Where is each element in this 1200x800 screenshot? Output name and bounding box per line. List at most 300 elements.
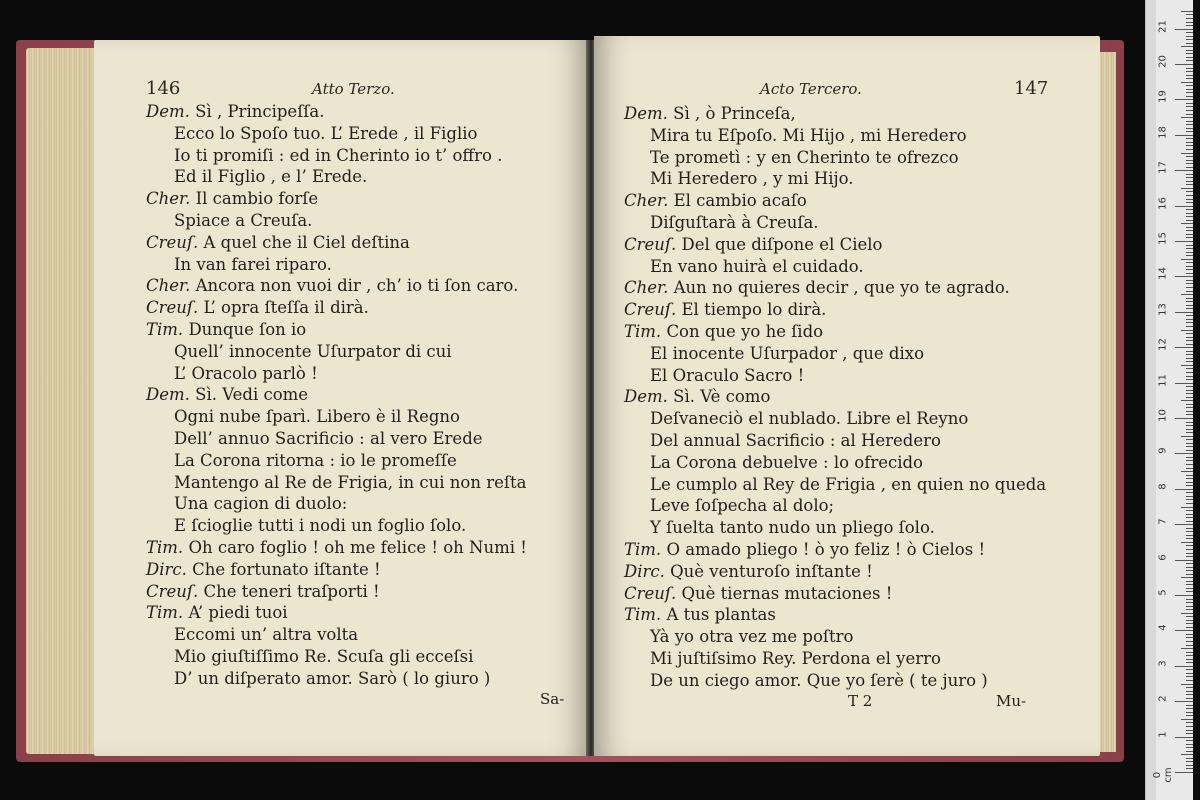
ruler-tick <box>1186 521 1193 522</box>
ruler-tick <box>1186 372 1193 373</box>
speaker-label: Creuſ. <box>146 298 199 318</box>
ruler-tick <box>1186 712 1193 713</box>
text-line <box>624 540 985 560</box>
ruler-tick <box>1186 620 1193 621</box>
text-line <box>650 627 853 647</box>
line-text: Què venturoſo inſtante ! <box>670 561 873 581</box>
ruler-tick <box>1186 676 1193 677</box>
ruler-tick <box>1181 259 1193 260</box>
ruler-tick <box>1186 114 1193 115</box>
line-text: E ſcioglie tutti i nodi un foglio ſolo. <box>174 516 467 536</box>
ruler-tick <box>1186 460 1193 461</box>
ruler-tick <box>1175 737 1193 738</box>
ruler-label: 17 <box>1157 161 1169 175</box>
ruler-tick <box>1186 765 1193 766</box>
ruler-tick <box>1186 698 1193 699</box>
text-line <box>650 475 1046 495</box>
ruler-tick <box>1186 694 1193 695</box>
ruler-tick <box>1181 400 1193 401</box>
ruler-tick <box>1186 669 1193 670</box>
text-line <box>650 453 923 473</box>
ruler-tick <box>1186 14 1193 15</box>
text-line <box>624 278 1010 298</box>
ruler-tick <box>1186 602 1193 603</box>
line-text: Y ſuelta tanto nudo un pliego ſolo. <box>650 518 935 538</box>
text-line <box>174 342 452 362</box>
ruler-tick <box>1186 319 1193 320</box>
ruler-tick <box>1186 283 1193 284</box>
ruler-tick <box>1186 354 1193 355</box>
ruler-tick <box>1186 715 1193 716</box>
text-line <box>146 233 410 253</box>
text-line <box>650 148 959 168</box>
ruler-tick <box>1186 662 1193 663</box>
ruler-tick <box>1186 89 1193 90</box>
ruler-tick <box>1186 510 1193 511</box>
speaker-label: Cher. <box>146 276 191 296</box>
ruler-tick <box>1186 747 1193 748</box>
ruler-tick <box>1186 407 1193 408</box>
text-line <box>650 518 935 538</box>
ruler-tick <box>1186 478 1193 479</box>
text-line <box>174 124 477 144</box>
ruler-tick <box>1186 528 1193 529</box>
text-line <box>146 560 381 580</box>
speaker-label: Creuſ. <box>624 300 677 320</box>
speaker-label: Dem. <box>146 102 190 121</box>
ruler-label: 12 <box>1157 338 1169 352</box>
ruler-tick <box>1186 556 1193 557</box>
ruler-tick <box>1186 216 1193 217</box>
text-line <box>146 276 518 296</box>
text-line <box>174 451 457 471</box>
ruler-tick <box>1186 234 1193 235</box>
text-line <box>146 603 288 623</box>
ruler-tick <box>1186 531 1193 532</box>
speaker-label: Dirc. <box>624 561 665 581</box>
ruler-tick <box>1186 322 1193 323</box>
line-text: Che teneri traſporti ! <box>203 581 380 601</box>
ruler-tick <box>1175 701 1193 702</box>
ruler-label: 5 <box>1157 589 1169 596</box>
ruler-tick <box>1181 117 1193 118</box>
ruler-label: 15 <box>1157 232 1169 245</box>
text-line <box>174 494 347 514</box>
ruler-tick <box>1186 195 1193 196</box>
ruler-tick <box>1186 156 1193 157</box>
ruler-label: 21 <box>1157 19 1169 33</box>
ruler-label: 4 <box>1157 624 1169 632</box>
ruler-tick <box>1186 722 1193 723</box>
signature-mark: T 2 <box>848 692 873 710</box>
ruler-tick <box>1186 138 1193 139</box>
measurement-ruler <box>1145 0 1193 800</box>
text-line <box>146 582 380 602</box>
speaker-label: Tim. <box>624 605 662 625</box>
ruler-tick <box>1186 549 1193 550</box>
text-line <box>650 431 941 451</box>
ruler-tick <box>1186 301 1193 302</box>
ruler-tick <box>1186 414 1193 415</box>
text-line <box>650 344 924 364</box>
speaker-label: Cher. <box>624 278 669 298</box>
ruler-tick <box>1186 599 1193 600</box>
text-line <box>650 126 967 146</box>
ruler-tick <box>1186 730 1193 731</box>
ruler-tick <box>1186 443 1193 444</box>
ruler-label: 14 <box>1157 267 1169 281</box>
ruler-tick <box>1186 439 1193 440</box>
ruler-tick <box>1186 429 1193 430</box>
ruler-tick <box>1186 606 1193 607</box>
ruler-tick <box>1181 684 1193 685</box>
text-line <box>174 516 466 536</box>
ruler-tick <box>1181 719 1193 720</box>
ruler-tick <box>1181 754 1193 755</box>
ruler-tick <box>1186 687 1193 688</box>
ruler-tick <box>1186 553 1193 554</box>
line-text: Spiace a Creuſa. <box>174 211 313 230</box>
line-text: De un ciego amor. Que yo ſerè ( te juro ) <box>650 670 988 690</box>
ruler-tick <box>1186 92 1193 93</box>
ruler-tick <box>1175 630 1193 631</box>
text-line <box>650 366 804 386</box>
line-text: Ed il Figlio , e l’ Erede. <box>174 167 368 187</box>
ruler-tick <box>1175 418 1193 419</box>
ruler-tick <box>1186 627 1193 628</box>
ruler-tick <box>1186 623 1193 624</box>
right-page <box>594 36 1100 756</box>
ruler-tick <box>1175 206 1193 207</box>
ruler-tick <box>1186 280 1193 281</box>
ruler-tick <box>1186 616 1193 617</box>
ruler-tick <box>1186 262 1193 263</box>
ruler-tick <box>1175 383 1193 384</box>
text-line <box>174 364 318 384</box>
ruler-tick <box>1186 411 1193 412</box>
ruler-tick <box>1186 351 1193 352</box>
line-text: Leve ſoſpecha al dolo; <box>650 496 835 516</box>
line-text: Què tiernas mutaciones ! <box>681 583 893 603</box>
ruler-tick <box>1186 379 1193 380</box>
line-text: Aun no quieres decir , que yo te agrado. <box>673 278 1010 298</box>
ruler-tick <box>1186 652 1193 653</box>
ruler-tick <box>1186 60 1193 61</box>
ruler-tick <box>1186 128 1193 129</box>
speaker-label: Tim. <box>146 603 184 623</box>
ruler-tick <box>1186 96 1193 97</box>
ruler-tick <box>1186 145 1193 146</box>
ruler-tick <box>1186 744 1193 745</box>
ruler-label: 0 cm <box>1152 767 1174 783</box>
ruler-tick <box>1175 241 1193 242</box>
ruler-tick <box>1181 542 1193 543</box>
text-line <box>624 235 882 255</box>
ruler-tick <box>1186 43 1193 44</box>
ruler-tick <box>1186 457 1193 458</box>
ruler-tick <box>1186 167 1193 168</box>
ruler-tick <box>1175 29 1193 30</box>
ruler-tick <box>1181 507 1193 508</box>
ruler-tick <box>1175 312 1193 313</box>
line-text: Eccomi un’ altra volta <box>174 625 359 645</box>
speaker-label: Dirc. <box>146 559 187 579</box>
line-text: Deſvaneciò el nublado. Libre el Reyno <box>650 409 969 429</box>
ruler-tick <box>1186 588 1193 589</box>
speaker-label: Tim. <box>146 538 184 557</box>
ruler-label: 11 <box>1157 373 1169 387</box>
text-line <box>174 211 312 231</box>
ruler-tick <box>1186 50 1193 51</box>
ruler-label: 6 <box>1157 553 1169 561</box>
speaker-label: Creuſ. <box>146 581 199 601</box>
ruler-tick <box>1186 53 1193 54</box>
ruler-strip <box>1146 0 1156 800</box>
line-text: L’ Oracolo parlò ! <box>174 363 318 383</box>
ruler-tick <box>1175 666 1193 667</box>
ruler-label: 3 <box>1157 660 1169 667</box>
ruler-tick <box>1186 106 1193 107</box>
ruler-tick <box>1186 85 1193 86</box>
speaker-label: Dem. <box>624 387 668 407</box>
ruler-tick <box>1186 160 1193 161</box>
text-line <box>174 167 367 187</box>
ruler-tick <box>1175 560 1193 561</box>
ruler-tick <box>1186 248 1193 249</box>
line-text: O amado pliego ! ò yo feliz ! ò Cielos ! <box>666 540 986 559</box>
text-line <box>146 189 318 209</box>
text-line <box>174 647 473 667</box>
ruler-tick <box>1186 213 1193 214</box>
ruler-tick <box>1186 708 1193 709</box>
line-text: Io ti promiſi : ed in Cherinto io t’ offro . <box>174 145 503 165</box>
ruler-tick <box>1186 761 1193 762</box>
speaker-label: Tim. <box>624 322 662 341</box>
line-text: Mio giuſtiſſimo Re. Scuſa gli ecceſsi <box>174 647 474 666</box>
ruler-tick <box>1186 340 1193 341</box>
ruler-tick <box>1181 153 1193 154</box>
ruler-tick <box>1186 404 1193 405</box>
ruler-tick <box>1186 32 1193 33</box>
ruler-tick <box>1186 18 1193 19</box>
speaker-label: Cher. <box>146 189 191 209</box>
ruler-tick <box>1186 390 1193 391</box>
ruler-tick <box>1186 740 1193 741</box>
line-text: Sì. Vedi come <box>195 385 309 405</box>
ruler-tick <box>1186 503 1193 504</box>
ruler-tick <box>1186 78 1193 79</box>
line-text: Ecco lo Spoſo tuo. L’ Erede , il Figlio <box>174 123 478 143</box>
ruler-label: 2 <box>1157 695 1169 702</box>
ruler-tick <box>1186 337 1193 338</box>
line-text: Del que diſpone el Cielo <box>681 234 883 254</box>
speaker-label: Creuſ. <box>146 232 199 252</box>
line-text: Quell’ innocente Uſurpator di cui <box>174 341 452 361</box>
line-text: Sì , Principeſſa. <box>195 102 325 121</box>
text-line <box>624 322 823 342</box>
line-text: Oh caro foglio ! oh me felice ! oh Numi ! <box>188 538 527 557</box>
ruler-tick <box>1186 191 1193 192</box>
text-line <box>650 496 834 516</box>
ruler-tick <box>1186 131 1193 132</box>
ruler-tick <box>1186 291 1193 292</box>
ruler-tick <box>1186 227 1193 228</box>
ruler-tick <box>1186 177 1193 178</box>
speaker-label: Dem. <box>624 104 668 123</box>
ruler-tick <box>1181 365 1193 366</box>
ruler-tick <box>1186 446 1193 447</box>
ruler-tick <box>1181 577 1193 578</box>
ruler-tick <box>1186 726 1193 727</box>
ruler-tick <box>1186 39 1193 40</box>
ruler-tick <box>1186 673 1193 674</box>
ruler-tick <box>1186 514 1193 515</box>
ruler-tick <box>1186 124 1193 125</box>
ruler-label: 7 <box>1157 518 1169 525</box>
ruler-tick <box>1186 591 1193 592</box>
ruler-tick <box>1186 386 1193 387</box>
ruler-tick <box>1181 82 1193 83</box>
ruler-tick <box>1181 11 1193 12</box>
speaker-label: Creuſ. <box>624 583 677 603</box>
ruler-label: 19 <box>1157 90 1169 104</box>
ruler-label: 1 <box>1157 730 1169 738</box>
line-text: Mi Heredero , y mi Hijo. <box>650 169 854 189</box>
line-text: Diſguſtarà à Creuſa. <box>650 213 819 232</box>
line-text: In van farei riparo. <box>174 254 332 274</box>
ruler-tick <box>1186 517 1193 518</box>
text-line <box>174 669 490 689</box>
ruler-tick <box>1186 584 1193 585</box>
ruler-label: 8 <box>1157 483 1169 490</box>
text-line <box>624 584 892 604</box>
text-line <box>174 473 526 493</box>
ruler-tick <box>1186 432 1193 433</box>
ruler-tick <box>1186 220 1193 221</box>
ruler-tick <box>1186 230 1193 231</box>
line-text: Con que yo he ſido <box>666 322 824 341</box>
ruler-tick <box>1186 655 1193 656</box>
ruler-tick <box>1186 75 1193 76</box>
running-head-right: Acto Tercero. <box>760 80 862 98</box>
line-text: A quel che il Ciel deſtina <box>203 232 410 252</box>
ruler-tick <box>1186 22 1193 23</box>
ruler-tick <box>1186 255 1193 256</box>
line-text: D’ un diſperato amor. Sarò ( lo giuro ) <box>174 668 491 688</box>
ruler-tick <box>1186 174 1193 175</box>
text-line <box>650 169 854 189</box>
line-text: Sì. Vè como <box>673 387 771 407</box>
ruler-label: 10 <box>1157 409 1169 422</box>
ruler-tick <box>1186 450 1193 451</box>
text-line <box>624 605 776 625</box>
ruler-tick <box>1175 772 1193 773</box>
ruler-tick <box>1186 326 1193 327</box>
ruler-tick <box>1186 563 1193 564</box>
ruler-tick <box>1181 294 1193 295</box>
line-text: El cambio acaſo <box>673 191 807 211</box>
ruler-tick <box>1186 425 1193 426</box>
line-text: Ogni nube ſparì. Libero è il Regno <box>174 407 460 427</box>
line-text: Le cumplo al Rey de Frigia , en quien no queda <box>650 474 1047 494</box>
ruler-tick <box>1186 71 1193 72</box>
speaker-label: Dem. <box>146 385 190 405</box>
line-text: A’ piedi tuoi <box>188 603 288 623</box>
text-line <box>624 387 770 407</box>
line-text: El tiempo lo dirà. <box>681 300 827 320</box>
ruler-tick <box>1186 163 1193 164</box>
line-text: Il cambio forſe <box>195 189 319 209</box>
ruler-tick <box>1186 237 1193 238</box>
ruler-tick <box>1186 110 1193 111</box>
page-number-left: 146 <box>146 78 181 99</box>
ruler-tick <box>1186 485 1193 486</box>
text-line <box>624 104 796 124</box>
ruler-tick <box>1186 659 1193 660</box>
ruler-label: 9 <box>1157 447 1169 455</box>
line-text: A tus plantas <box>666 605 776 625</box>
ruler-tick <box>1186 209 1193 210</box>
catchword-right: Mu- <box>996 692 1027 710</box>
ruler-tick <box>1175 170 1193 171</box>
speaker-label: Cher. <box>624 191 669 211</box>
page-edges-right <box>1098 52 1116 752</box>
ruler-tick <box>1186 733 1193 734</box>
ruler-tick <box>1186 570 1193 571</box>
ruler-tick <box>1186 691 1193 692</box>
running-head-left: Atto Terzo. <box>312 80 395 98</box>
ruler-tick <box>1186 574 1193 575</box>
text-line <box>174 146 502 166</box>
text-line <box>146 538 527 558</box>
text-line <box>146 102 325 122</box>
ruler-tick <box>1181 471 1193 472</box>
ruler-tick <box>1175 276 1193 277</box>
ruler-tick <box>1186 468 1193 469</box>
ruler-tick <box>1186 287 1193 288</box>
text-line <box>624 562 873 582</box>
ruler-tick <box>1186 641 1193 642</box>
ruler-tick <box>1186 609 1193 610</box>
ruler-tick <box>1186 680 1193 681</box>
line-text: L’ opra ſteſſa il dirà. <box>203 298 369 318</box>
text-line <box>174 255 332 275</box>
line-text: El Oraculo Sacro ! <box>650 365 805 385</box>
text-line <box>650 257 864 277</box>
ruler-tick <box>1186 397 1193 398</box>
text-line <box>650 213 819 233</box>
ruler-tick <box>1186 538 1193 539</box>
ruler-tick <box>1175 347 1193 348</box>
ruler-tick <box>1186 361 1193 362</box>
text-line <box>650 671 988 691</box>
ruler-tick <box>1186 705 1193 706</box>
ruler-label: 18 <box>1157 125 1169 139</box>
ruler-tick <box>1186 634 1193 635</box>
text-line <box>174 407 460 427</box>
text-line <box>174 429 483 449</box>
ruler-tick <box>1186 308 1193 309</box>
ruler-label: 13 <box>1157 302 1169 316</box>
line-text: Mira tu Eſpoſo. Mi Hijo , mi Heredero <box>650 125 967 145</box>
line-text: Che fortunato iſtante ! <box>192 559 381 579</box>
ruler-tick <box>1186 758 1193 759</box>
text-line <box>146 320 306 340</box>
ruler-tick <box>1186 645 1193 646</box>
text-line <box>650 649 941 669</box>
line-text: Una cagion di duolo: <box>174 494 348 514</box>
page-edges-left <box>26 48 98 754</box>
